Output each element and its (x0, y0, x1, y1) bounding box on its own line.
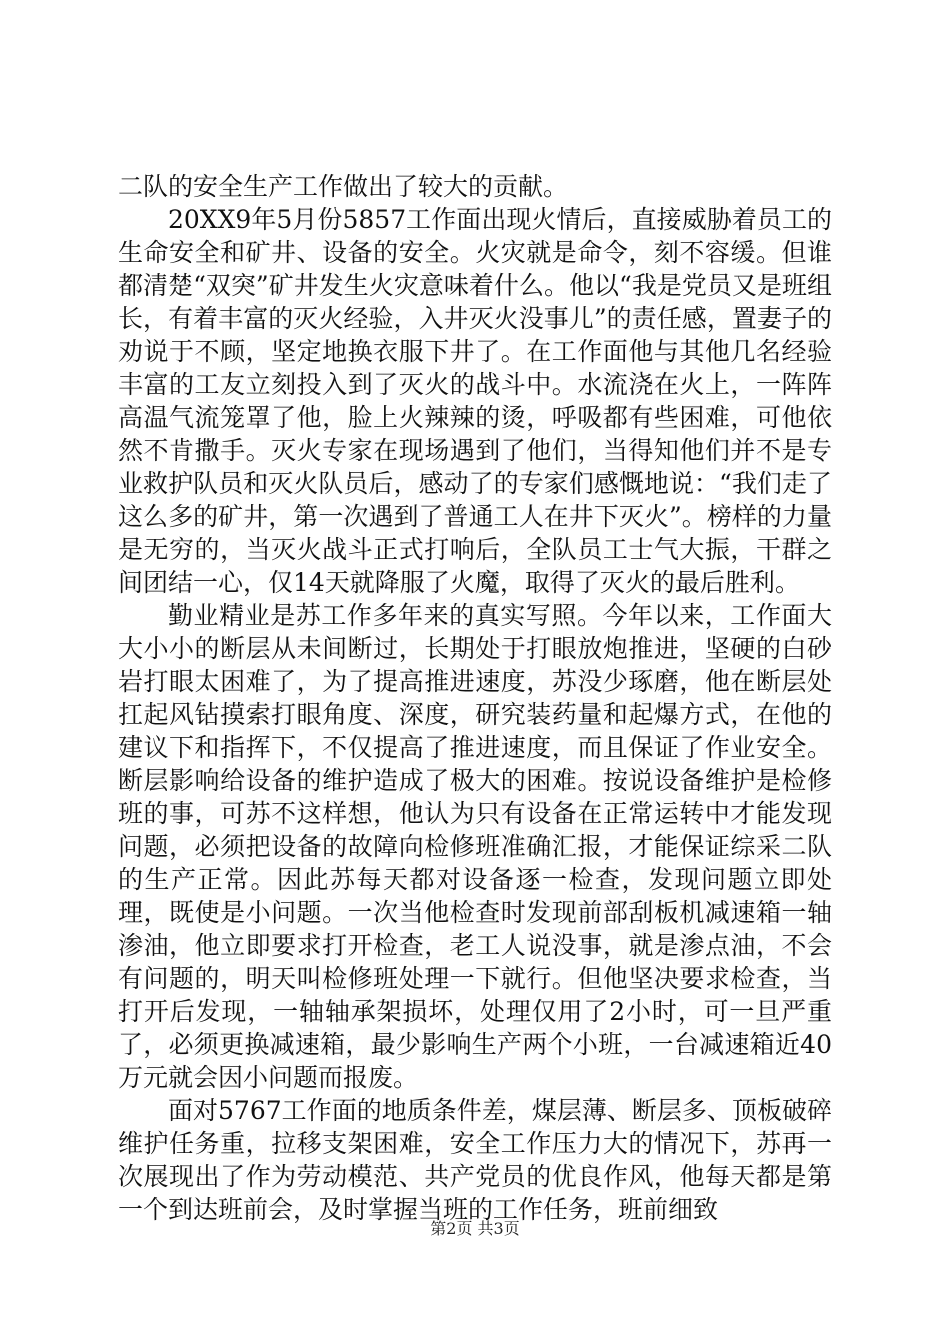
document-body (118, 170, 832, 1226)
paragraph-1: 二队的安全生产工作做出了较大的贡献。 (118, 172, 569, 201)
paragraph-2: 20XX9年5月份5857工作面出现火情后，直接威胁着员工的生命安全和矿井、设备的安全。火灾就是命令，刻不容缓。但谁都清楚“双突”矿井发生火灾意味着什么。他以“我是党员又是班组长，有着丰富的灭火经验，入井灭火没事儿”的责任感，置妻子的劝说于不顾，坚定地换衣服下井了。在工作面他与其他几名经验丰富的工友立刻投入到了灭火的战斗中。水流浇在火上，一阵阵高温气流笼罩了他，脸上火辣辣的烫，呼吸都有些困难，可他依然不肯撒手。灭火专家在现场遇到了他们，当得知他们并不是专业救护队员和灭火队员后，感动了的专家们感慨地说：“我们走了这么多的矿井，第一次遇到了普通工人在井下灭火”。榜样的力量是无穷的，当灭火战斗正式打响后，全队员工士气大振，干群之间团结一心，仅14天就降服了火魔，取得了灭火的最后胜利。 (118, 205, 832, 597)
paragraph-4: 面对5767工作面的地质条件差，煤层薄、断层多、顶板破碎维护任务重，拉移支架困难，安全工作压力大的情况下，苏再一次展现出了作为劳动模范、共产党员的优良作风，他每天都是第一个到达班前会，及时掌握当班的工作任务，班前细致 (118, 1096, 832, 1224)
page-number-footer: 第2页 共3页 (430, 1219, 520, 1238)
paragraph-3: 勤业精业是苏工作多年来的真实写照。今年以来，工作面大大小小的断层从未间断过，长期处于打眼放炮推进，坚硬的白砂岩打眼太困难了，为了提高推进速度，苏没少琢磨，他在断层处扛起风钻摸索打眼角度、深度，研究装药量和起爆方式，在他的建议下和指挥下，不仅提高了推进速度，而且保证了作业安全。断层影响给设备的维护造成了极大的困难。按说设备维护是检修班的事，可苏不这样想，他认为只有设备在正常运转中才能发现问题，必须把设备的故障向检修班准确汇报，才能保证综采二队的生产正常。因此苏每天都对设备逐一检查，发现问题立即处理，既使是小问题。一次当他检查时发现前部刮板机减速箱一轴渗油，他立即要求打开检查，老工人说没事，就是渗点油，不会有问题的，明天叫检修班处理一下就行。但他坚决要求检查，当打开后发现，一轴轴承架损坏，处理仅用了2小时，可一旦严重了，必须更换减速箱，最少影响生产两个小班，一台减速箱近40万元就会因小问题而报废。 (118, 601, 832, 1092)
